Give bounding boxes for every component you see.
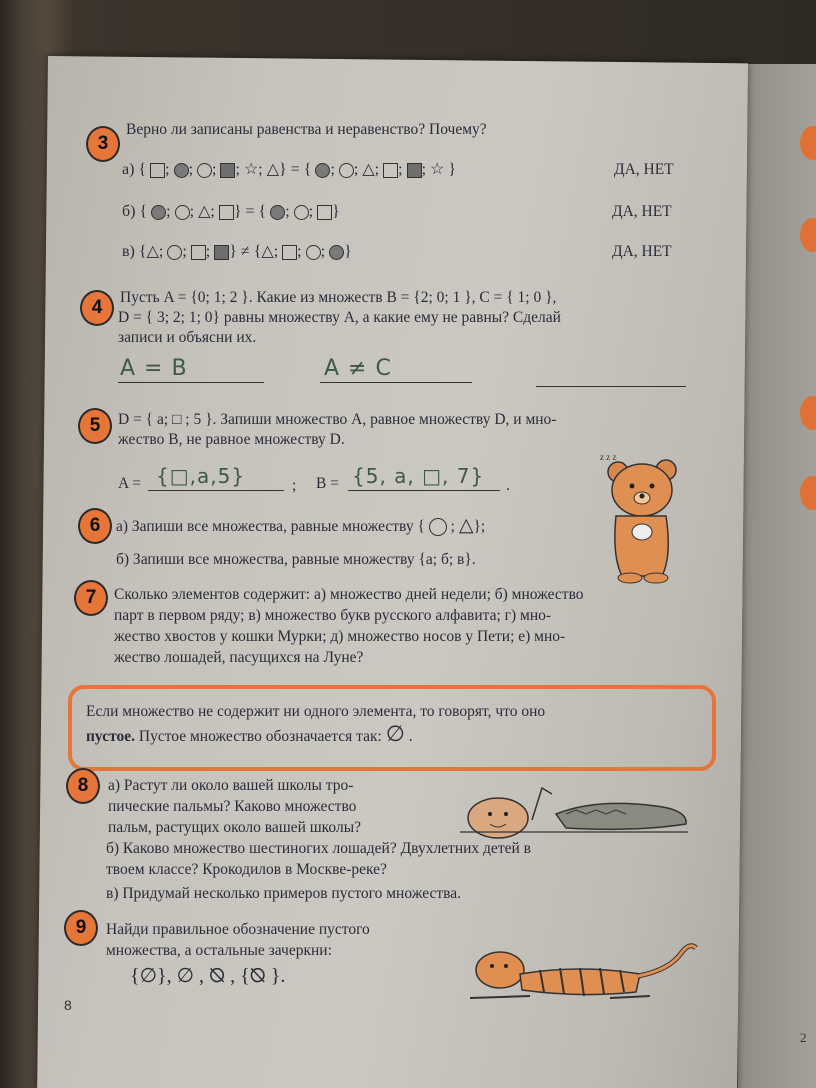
circle-icon <box>197 163 212 178</box>
swimmer-crocodile-illustration <box>456 780 692 840</box>
exercise-8-line: пальм, растущих около вашей школы? <box>108 819 361 836</box>
handwritten-answer-2: A ≠ C <box>324 356 392 381</box>
svg-text:z z z: z z z <box>600 452 617 462</box>
square-icon <box>317 205 332 220</box>
exercise-4-line: D = { 3; 2; 1; 0} равны множеству A, а какие ему не равны? Сделай <box>118 309 561 326</box>
handwritten-answer-1: A = B <box>120 356 188 381</box>
exercise-7-line: парт в первом ряду; в) множество букв русского алфавита; г) мно- <box>114 607 552 624</box>
tiger-illustration <box>460 940 700 1010</box>
exercise-3b-label: б) <box>122 203 136 220</box>
triangle-icon: △ <box>362 161 375 178</box>
filled-circle-icon <box>174 163 189 178</box>
circle-icon <box>306 245 321 260</box>
filled-circle-icon <box>151 205 166 220</box>
answer-line <box>536 386 686 387</box>
answer-line <box>118 382 264 383</box>
triangle-icon: △ <box>261 243 274 260</box>
rule-line-1: Если множество не содержит ни одного элемента, то говорят, что оно <box>86 703 546 720</box>
square-icon <box>150 163 165 178</box>
star-icon: ☆ <box>243 161 259 178</box>
filled-square-icon <box>214 245 229 260</box>
exercise-6a-text: а) Запиши все множества, равные множеству { ; △}; <box>116 515 486 536</box>
exercise-3c-expression: в) {△; ; ; } ≠ {△; ; ; } <box>122 243 352 260</box>
exercise-4-line: записи и объясни их. <box>118 329 257 346</box>
exercise-7-line: Сколько элементов содержит: а) множество дней недели; б) множество <box>114 586 584 603</box>
exercise-6a-label: а) Запиши все множества, равные множеству { <box>116 518 425 535</box>
separator: ; <box>292 477 297 494</box>
filled-circle-icon <box>270 205 285 220</box>
exercise-3a-answer: ДА, НЕТ <box>614 161 674 178</box>
rule-line-2 <box>86 721 413 747</box>
exercise-8-line: пические пальмы? Каково множество <box>108 798 357 815</box>
set-a-label: A = <box>118 475 141 492</box>
exercise-5-line: D = { a; □ ; 5 }. Запиши множество A, равное множеству D, и мно- <box>118 411 557 428</box>
bear-illustration <box>596 446 692 586</box>
triangle-icon: △ <box>146 243 159 260</box>
page-number: 8 <box>64 997 72 1013</box>
empty-set-options: {∅}, ∅ , ⦰ , {⦰ }. <box>130 965 286 987</box>
exercise-8-line: твоем классе? Крокодилов в Москве-реке? <box>106 861 387 878</box>
exercise-9-line: Найди правильное обозначение пустого <box>106 921 370 938</box>
square-icon <box>219 205 234 220</box>
circle-icon <box>339 163 354 178</box>
right-page-edge <box>738 64 816 1088</box>
exercise-3c-label: в) <box>122 243 135 260</box>
exercise-9-number: 9 <box>64 910 98 946</box>
circle-icon <box>294 205 309 220</box>
exercise-8-line: в) Придумай несколько примеров пустого множества. <box>106 885 462 902</box>
square-icon <box>191 245 206 260</box>
exercise-7-line: жество хвостов у кошки Мурки; д) множество носов у Пети; е) мно- <box>114 628 566 645</box>
exercise-8-line: а) Растут ли около вашей школы тро- <box>108 777 354 794</box>
triangle-icon: △ <box>458 515 474 536</box>
answer-line <box>148 490 284 491</box>
exercise-5-line: жество B, не равное множеству D. <box>118 431 345 448</box>
exercise-4-line: Пусть A = {0; 1; 2 }. Какие из множеств B = {2; 0; 1 }, C = { 1; 0 }, <box>120 289 557 306</box>
exercise-7-number: 7 <box>74 580 108 616</box>
filled-square-icon <box>220 163 235 178</box>
exercise-7-line: жество лошадей, пасущихся на Луне? <box>114 649 364 666</box>
exercise-8-line: б) Каково множество шестиногих лошадей? Двухлетних детей в <box>106 840 531 857</box>
circle-icon <box>167 245 182 260</box>
exercise-6a-end: }; <box>473 518 486 535</box>
exercise-3b-answer: ДА, НЕТ <box>612 203 672 220</box>
square-icon <box>383 163 398 178</box>
set-b-label: B = <box>316 475 339 492</box>
filled-circle-icon <box>329 245 344 260</box>
empty-set-symbol: ∅ <box>385 721 405 746</box>
triangle-icon: △ <box>198 203 211 220</box>
exercise-3-title: Верно ли записаны равенства и неравенство? Почему? <box>126 121 487 138</box>
set-b-handwritten: {5, a, □, 7} <box>352 464 485 488</box>
exercise-8-number: 8 <box>66 768 100 804</box>
exercise-3c-answer: ДА, НЕТ <box>612 243 672 260</box>
answer-line <box>320 382 472 383</box>
exercise-9-line: множества, а остальные зачеркни: <box>106 942 332 959</box>
rule-end: . <box>408 728 413 745</box>
exercise-3b-expression: б) { ; ; △; } = { ; ; } <box>122 203 340 220</box>
answer-line <box>348 490 500 491</box>
end-dot: . <box>506 477 510 494</box>
filled-square-icon <box>407 163 422 178</box>
exercise-5-number: 5 <box>78 408 112 444</box>
star-icon: ☆ <box>430 161 445 178</box>
square-icon <box>282 245 297 260</box>
exercise-6b-text: б) Запиши все множества, равные множеству {а; б; в}. <box>116 551 476 568</box>
rule-bold-word: пустое. <box>86 728 135 745</box>
exercise-3-number: 3 <box>86 126 120 162</box>
set-a-handwritten: {□,a,5} <box>156 464 246 488</box>
rule-line-2-rest: Пустое множество обозначается так: <box>135 728 382 745</box>
exercise-3a-expression: а) { ; ; ; ; ☆; △} = { ; ; △; ; ; ☆ } <box>122 161 457 178</box>
filled-circle-icon <box>315 163 330 178</box>
exercise-4-number: 4 <box>80 290 114 326</box>
exercise-6-number: 6 <box>78 508 112 544</box>
exercise-3a-label: а) <box>122 161 135 178</box>
circle-icon <box>429 518 447 536</box>
triangle-icon: △ <box>266 161 280 178</box>
right-page-number: 2 <box>800 1030 807 1045</box>
circle-icon <box>175 205 190 220</box>
